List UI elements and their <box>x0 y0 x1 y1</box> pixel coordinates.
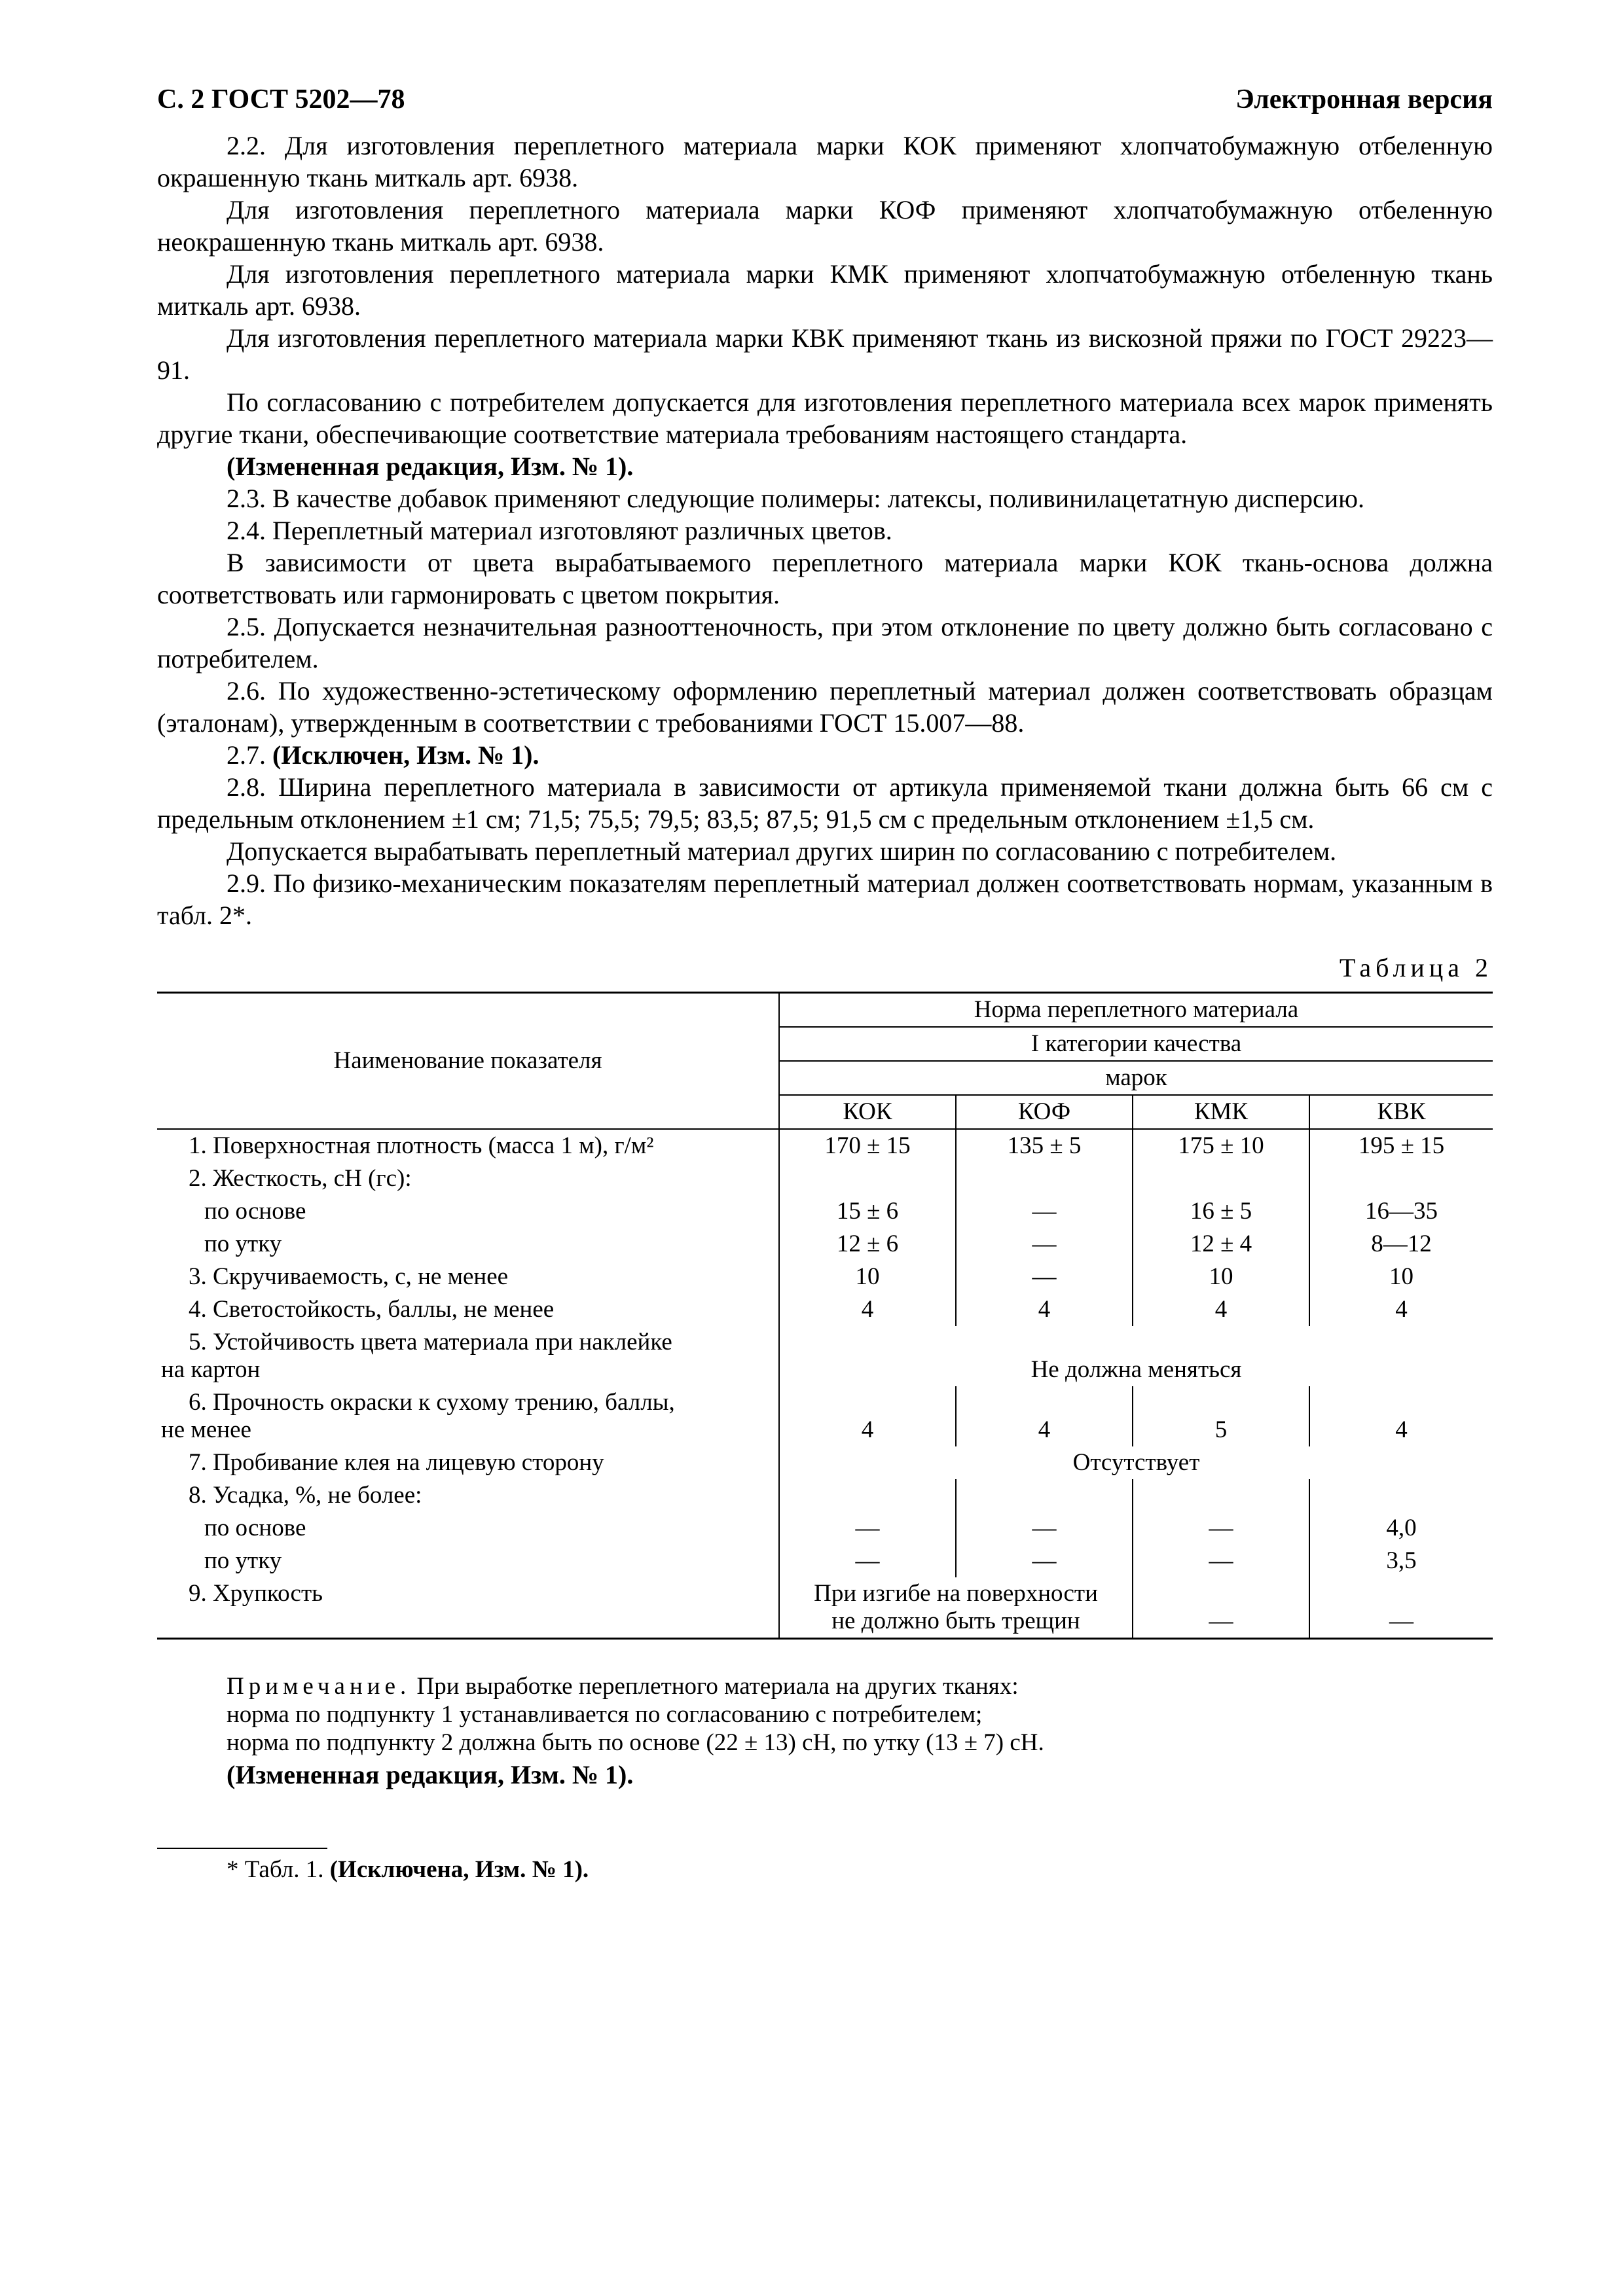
table-row: 5. Устойчивость цвета материала при наклейке на картон Не должна меняться <box>157 1326 1493 1386</box>
merged-value: При изгибе на поверхности не должно быть трещин <box>779 1577 1133 1639</box>
body-text <box>157 130 1493 931</box>
header-category: I категории качества <box>779 1027 1493 1061</box>
footnote-divider <box>157 1848 327 1849</box>
paragraph: 2.5. Допускается незначительная разнооттеночность, при этом отклонение по цвету должно быть согласовано с потребителем. <box>157 612 1493 673</box>
paragraph: В зависимости от цвета вырабатываемого переплетного материала марки КОК ткань-основа должна соответствовать или гармонировать с цветом покрытия. <box>157 548 1493 609</box>
paragraph: 2.3. В качестве добавок применяют следующие полимеры: латексы, поливинилацетатную дисперсию. <box>227 484 1365 513</box>
header-standard: С. 2 ГОСТ 5202—78 <box>157 84 405 115</box>
header-version: Электронная версия <box>1235 84 1493 115</box>
table-row: по утку — — — 3,5 <box>157 1545 1493 1577</box>
revision-note: (Измененная редакция, Изм. № 1). <box>227 1760 634 1789</box>
table-row: 4. Светостойкость, баллы, не менее 4 4 4 4 <box>157 1293 1493 1326</box>
excluded-note: (Исключен, Изм. № 1). <box>272 740 539 770</box>
table-row: 6. Прочность окраски к сухому трению, баллы, не менее 4 4 5 4 <box>157 1386 1493 1446</box>
paragraph: Допускается вырабатывать переплетный материал других ширин по согласованию с потребителем. <box>227 836 1337 866</box>
paragraph: 2.6. По художественно-эстетическому оформлению переплетный материал должен соответствовать образцам (эталонам), утвержденным в соответствии с требованиями ГОСТ 15.007—88. <box>157 676 1493 738</box>
table-row: 3. Скручиваемость, с, не менее 10 — 10 10 <box>157 1261 1493 1293</box>
table-row: 7. Пробивание клея на лицевую сторону Отсутствует <box>157 1446 1493 1479</box>
merged-value: Не должна меняться <box>779 1326 1493 1386</box>
table-row: по основе 15 ± 6 — 16 ± 5 16—35 <box>157 1195 1493 1228</box>
paragraph: Для изготовления переплетного материала марки КМК применяют хлопчатобумажную отбеленную ткань миткаль арт. 6938. <box>157 259 1493 321</box>
table-row: 8. Усадка, %, не более: <box>157 1479 1493 1512</box>
paragraph-excluded <box>157 739 1493 771</box>
header-indicator-name: Наименование показателя <box>157 993 779 1130</box>
table-row: 9. Хрупкость При изгибе на поверхности не должно быть трещин — — <box>157 1577 1493 1639</box>
footnote: * Табл. 1. (Исключена, Изм. № 1). <box>227 1856 589 1883</box>
table-row: по утку 12 ± 6 — 12 ± 4 8—12 <box>157 1228 1493 1261</box>
paragraph: 2.9. По физико-механическим показателям переплетный материал должен соответствовать нормам, указанным в табл. 2*. <box>157 869 1493 930</box>
table-row: 1. Поверхностная плотность (масса 1 м), г/м² 170 ± 15 135 ± 5 175 ± 10 195 ± 15 <box>157 1129 1493 1162</box>
document-page <box>157 84 1493 1884</box>
mark-kvk: КВК <box>1309 1095 1493 1129</box>
mark-kmk: КМК <box>1133 1095 1309 1129</box>
table-row: по основе — — — 4,0 <box>157 1512 1493 1545</box>
table-row: 2. Жесткость, сН (гс): <box>157 1162 1493 1195</box>
paragraph: По согласованию с потребителем допускается для изготовления переплетного материала всех марок применять другие ткани, обеспечивающие соответствие материала требованиям настоящего стандарта. <box>157 387 1493 449</box>
mark-kok: КОК <box>779 1095 956 1129</box>
table-2 <box>157 992 1493 1640</box>
paragraph: Для изготовления переплетного материала марки КОФ применяют хлопчатобумажную отбеленную неокрашенную ткань миткаль арт. 6938. <box>157 195 1493 257</box>
merged-value: Отсутствует <box>779 1446 1493 1479</box>
table-note: Примечание. При выработке переплетного материала на других тканях: норма по подпункту 1 устанавливается по согласованию с потребителем; норма по подпункту 2 должна быть по основе (22 ± 13) сН, по утку (13 ± 7) сН. <box>227 1673 1044 1756</box>
paragraph: 2.2. Для изготовления переплетного материала марки КОК применяют хлопчатобумажную отбеленную окрашенную ткань миткаль арт. 6938. <box>157 131 1493 192</box>
clause-number: 2.7. <box>227 740 266 770</box>
paragraph: 2.4. Переплетный материал изготовляют различных цветов. <box>227 516 892 545</box>
header-norm: Норма переплетного материала <box>779 993 1493 1028</box>
note-label: Примечание. <box>227 1673 411 1700</box>
page-header <box>157 84 1493 130</box>
header-marks: марок <box>779 1061 1493 1095</box>
paragraph: 2.8. Ширина переплетного материала в зависимости от артикула применяемой ткани должна быть 66 см с предельным отклонением ±1 см; 71,5; 75,5; 79,5; 83,5; 87,5; 91,5 см с предельным отклонением ±1,5 см. <box>157 772 1493 834</box>
paragraph: Для изготовления переплетного материала марки КВК применяют ткань из вискозной пряжи по ГОСТ 29223—91. <box>157 323 1493 385</box>
mark-kof: КОФ <box>956 1095 1133 1129</box>
table-caption: Таблица 2 <box>1339 953 1493 982</box>
revision-note: (Измененная редакция, Изм. № 1). <box>227 452 634 481</box>
